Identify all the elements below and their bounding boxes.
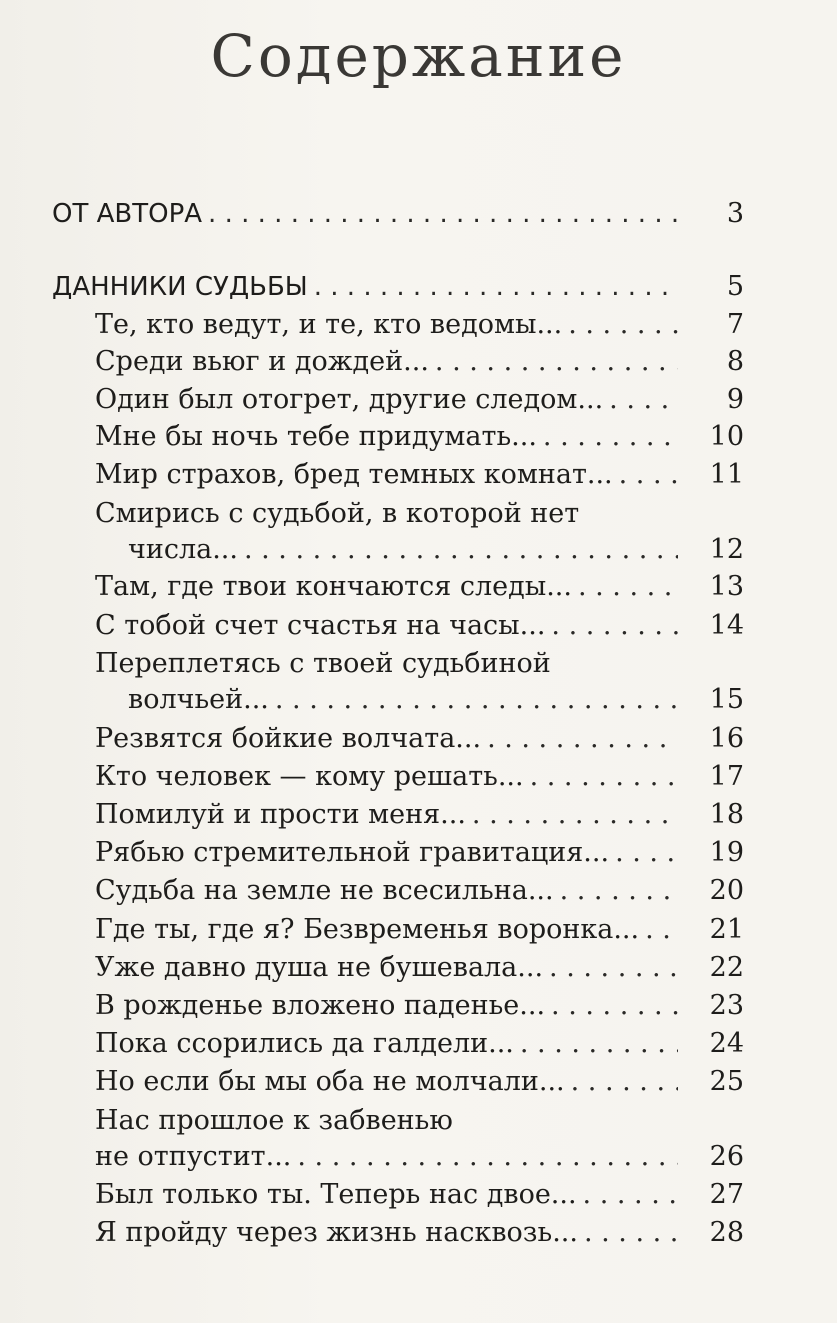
- toc-entry-label: Помилуй и прости меня...: [95, 799, 466, 830]
- toc-leader-dots: [549, 951, 678, 985]
- toc-entry[interactable]: [95, 1216, 682, 1250]
- toc-page-number: 8: [726, 346, 744, 377]
- toc-page-number: 28: [709, 1217, 744, 1248]
- toc-entry-label: В рожденье вложено паденье...: [95, 990, 546, 1021]
- toc-page-number: 9: [726, 384, 744, 415]
- toc-leader-dots: [571, 1065, 678, 1099]
- toc-leader-dots: [520, 1027, 678, 1061]
- toc-entry[interactable]: [95, 345, 682, 379]
- toc-page-number: 11: [709, 459, 744, 490]
- toc-page-number: 26: [709, 1141, 744, 1172]
- toc-entry[interactable]: [95, 951, 682, 985]
- toc-leader-dots: [435, 345, 678, 379]
- toc-entry[interactable]: [95, 609, 682, 643]
- toc-entry[interactable]: [95, 760, 682, 794]
- toc-entry[interactable]: [95, 798, 682, 832]
- toc-page-number: 13: [709, 571, 744, 602]
- toc-leader-dots: [551, 609, 678, 643]
- toc-page-number: 19: [709, 837, 744, 868]
- toc-page-number: 27: [709, 1179, 744, 1210]
- toc-entry-label: Уже давно душа не бушевала...: [95, 952, 544, 983]
- toc-page-number: 16: [709, 723, 744, 754]
- toc-leader-dots: [244, 533, 678, 567]
- toc-entry[interactable]: [95, 1140, 682, 1174]
- toc-entry-label: Рябью стремительной гравитация...: [95, 837, 610, 868]
- toc-entry-label-line2: не отпустит...: [95, 1141, 292, 1172]
- toc-page-number: 15: [709, 684, 744, 715]
- toc-entry-label: Но если бы мы оба не молчали...: [95, 1066, 565, 1097]
- toc-page-number: 23: [709, 990, 744, 1021]
- toc-entry[interactable]: [95, 1065, 682, 1099]
- toc-leader-dots: [560, 874, 678, 908]
- toc-entry[interactable]: [95, 458, 682, 492]
- toc-entry-label-line1[interactable]: Нас прошлое к забвенью: [95, 1105, 453, 1136]
- toc-entry-label: Мир страхов, бред темных комнат...: [95, 459, 613, 490]
- toc-page-number: 22: [709, 952, 744, 983]
- toc-entry-label: Был только ты. Теперь нас двое...: [95, 1179, 577, 1210]
- toc-page-number: 5: [726, 271, 744, 302]
- toc-entry-label: Один был отогрет, другие следом...: [95, 384, 604, 415]
- toc-entry[interactable]: [95, 913, 682, 947]
- toc-entry-label: Резвятся бойкие волчата...: [95, 723, 482, 754]
- toc-entry[interactable]: [95, 1027, 682, 1061]
- toc-entry-label: Там, где твои кончаются следы...: [95, 571, 572, 602]
- toc-section-label: ОТ АВТОРА: [52, 199, 203, 229]
- toc-entry[interactable]: [128, 683, 682, 717]
- toc-entry[interactable]: [128, 533, 682, 567]
- toc-section-from-author[interactable]: [52, 197, 682, 231]
- toc-entry-label-line1[interactable]: Смирись с судьбой, в которой нет: [95, 498, 580, 529]
- toc-page-number: 20: [709, 875, 744, 906]
- toc-entry-label: Мне бы ночь тебе придумать...: [95, 421, 537, 452]
- toc-leader-dots: [487, 722, 678, 756]
- toc-entry[interactable]: [95, 1178, 682, 1212]
- toc-section-tributaries[interactable]: [52, 270, 682, 304]
- toc-entry-label-line2: волчьей...: [128, 684, 269, 715]
- toc-entry-label: Где ты, где я? Безвременья воронка...: [95, 914, 640, 945]
- toc-page-number: 3: [726, 198, 744, 229]
- toc-entry-label: Пока ссорились да галдели...: [95, 1028, 514, 1059]
- toc-entry[interactable]: [95, 722, 682, 756]
- toc-entry[interactable]: [95, 874, 682, 908]
- toc-page-number: 17: [709, 761, 744, 792]
- toc-page-number: 14: [709, 610, 744, 641]
- toc-leader-dots: [472, 798, 678, 832]
- toc-page-number: 21: [709, 914, 744, 945]
- toc-leader-dots: [297, 1140, 678, 1174]
- toc-entry-label: Кто человек — кому решать...: [95, 761, 524, 792]
- toc-entry[interactable]: [95, 836, 682, 870]
- toc-entry-label: С тобой счет счастья на часы...: [95, 610, 546, 641]
- toc-page-number: 7: [726, 309, 744, 340]
- toc-entry-label: Я пройду через жизнь насквозь...: [95, 1217, 578, 1248]
- toc-entry-label: Те, кто ведут, и те, кто ведомы...: [95, 309, 563, 340]
- toc-entry-label: Среди вьюг и дождей...: [95, 346, 429, 377]
- toc-entry[interactable]: [95, 383, 682, 417]
- toc-leader-dots: [275, 683, 678, 717]
- toc-page-number: 18: [709, 799, 744, 830]
- toc-page-number: 25: [709, 1066, 744, 1097]
- toc-leader-dots: [208, 197, 678, 231]
- toc-section-label: ДАННИКИ СУДЬБЫ: [52, 272, 308, 302]
- toc-entry[interactable]: [95, 420, 682, 454]
- page-title: Содержание: [210, 22, 627, 90]
- toc-page-number: 12: [709, 534, 744, 565]
- toc-page-number: 10: [709, 421, 744, 452]
- toc-leader-dots: [568, 308, 678, 342]
- toc-leader-dots: [551, 989, 678, 1023]
- toc-entry-label-line2: числа...: [128, 534, 238, 565]
- toc-leader-dots: [314, 270, 678, 304]
- toc-leader-dots: [530, 760, 678, 794]
- toc-entry-label-line1[interactable]: Переплетясь с твоей судьбиной: [95, 648, 551, 679]
- toc-entry[interactable]: [95, 570, 682, 604]
- toc-leader-dots: [578, 570, 678, 604]
- toc-entry[interactable]: [95, 989, 682, 1023]
- toc-leader-dots: [543, 420, 678, 454]
- toc-page-number: 24: [709, 1028, 744, 1059]
- toc-entry[interactable]: [95, 308, 682, 342]
- toc-entry-label: Судьба на земле не всесильна...: [95, 875, 554, 906]
